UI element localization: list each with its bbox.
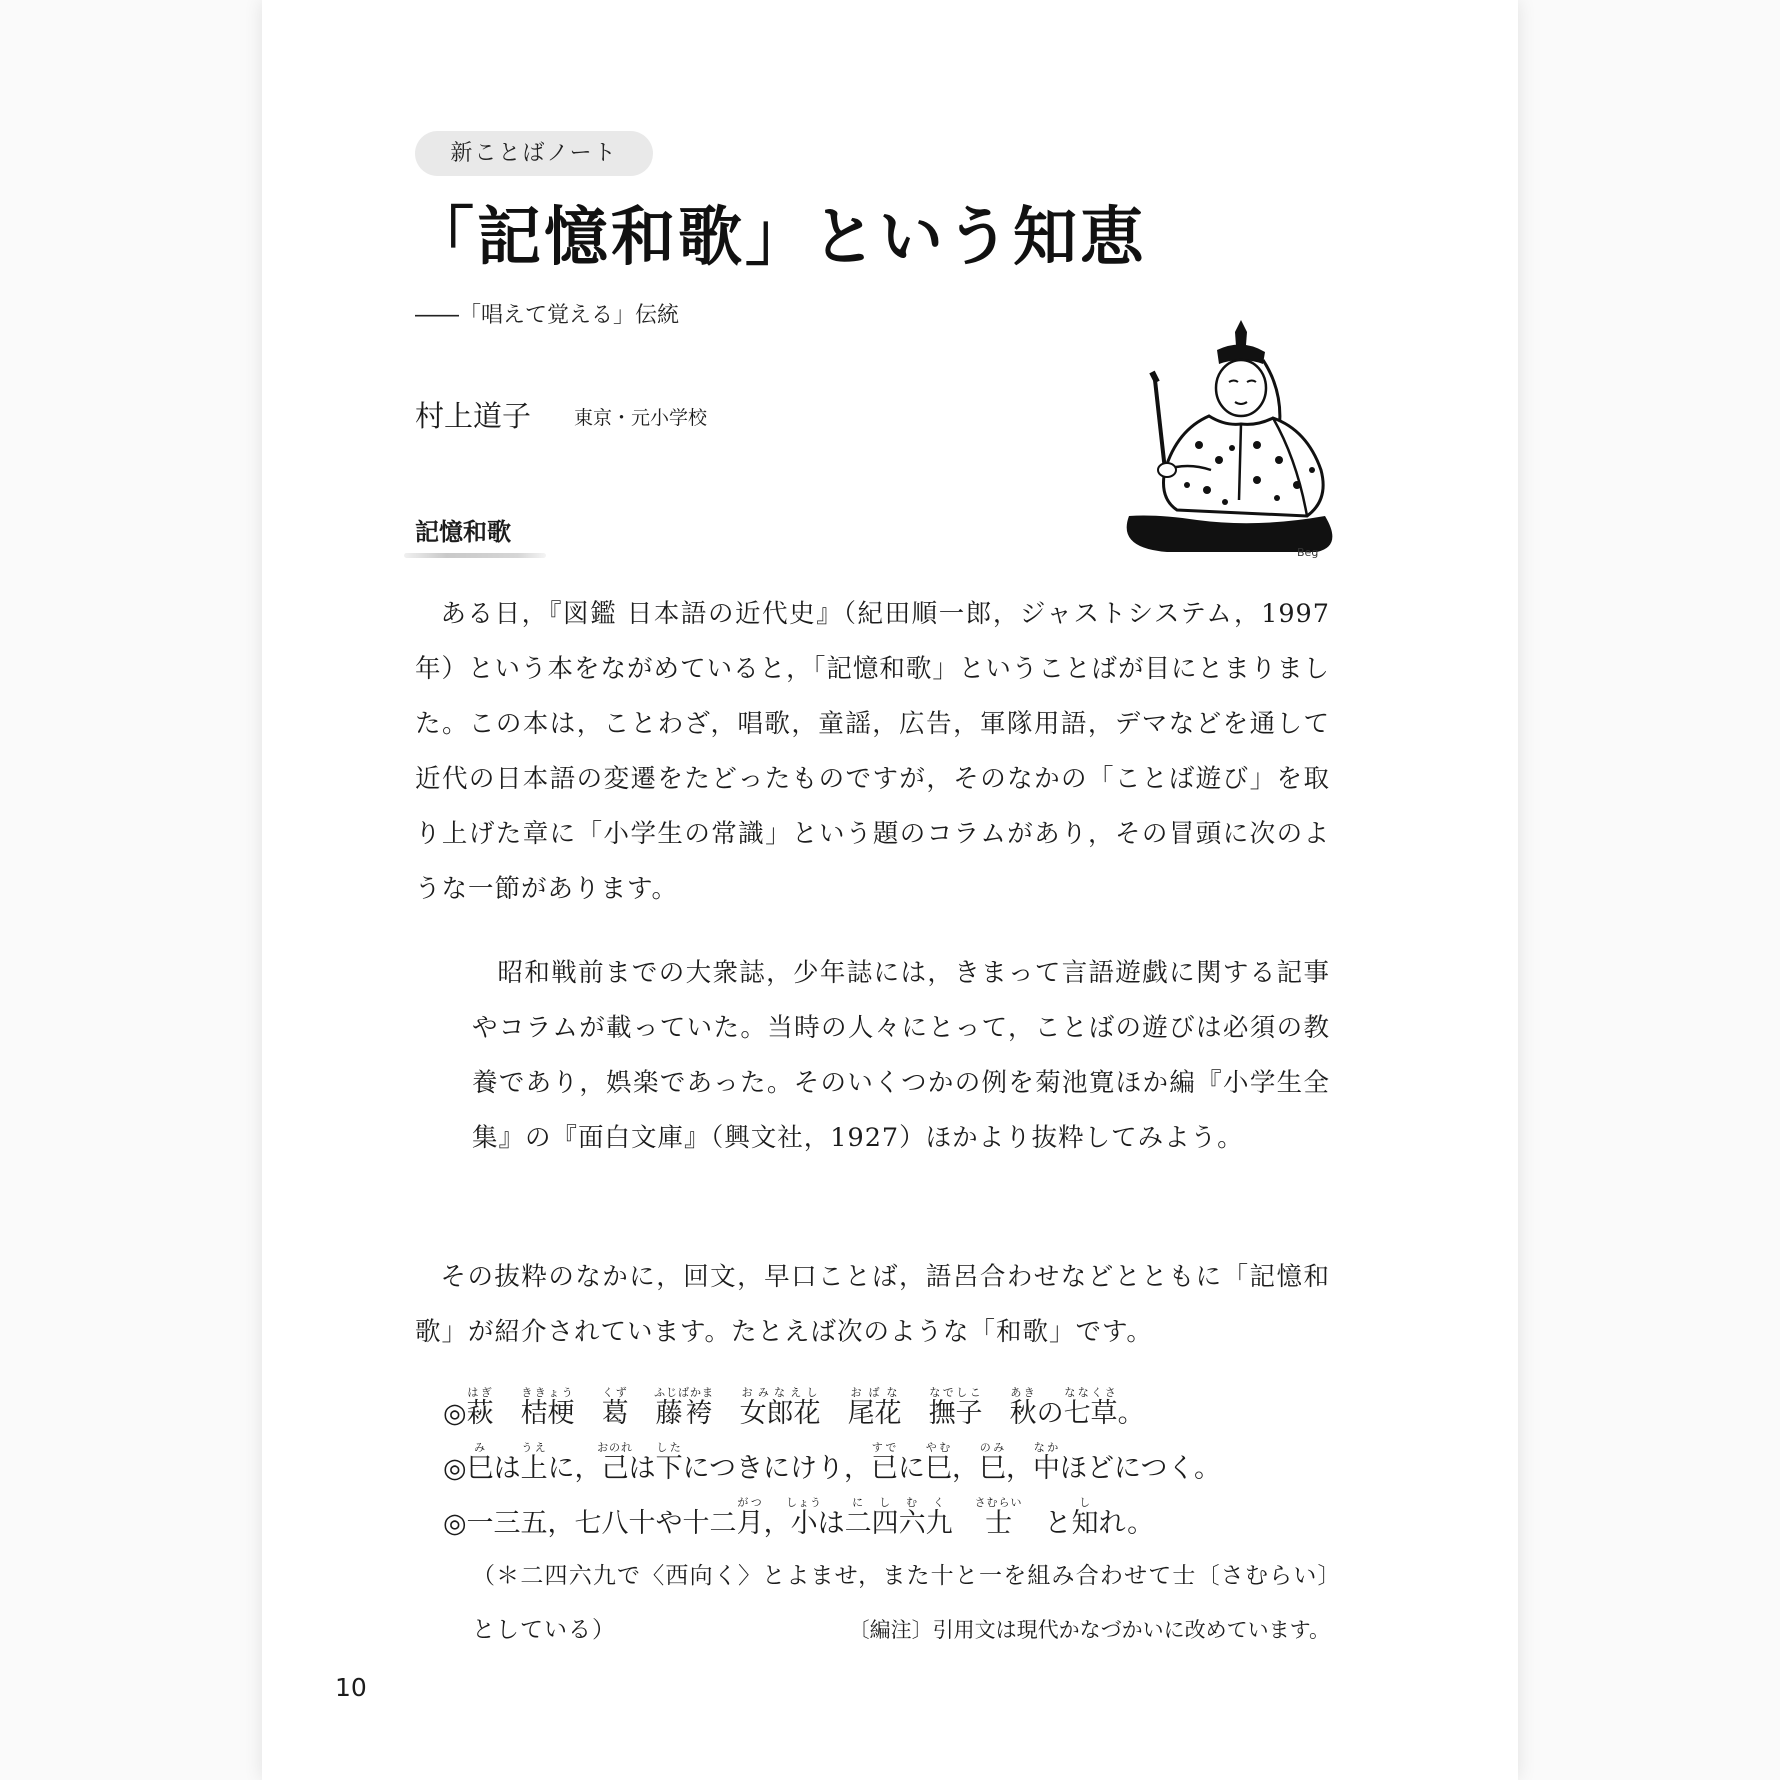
- poet-illustration: [1107, 320, 1357, 560]
- waka-text: [902, 1398, 929, 1429]
- furigana-reading: おのれ: [597, 1441, 634, 1454]
- furigana-reading: がつ: [736, 1496, 764, 1509]
- furigana-reading: さむらい: [974, 1496, 1023, 1509]
- furigana-reading: ふじばかま: [654, 1386, 715, 1399]
- furigana-word: 九く: [925, 1496, 953, 1539]
- waka-text: につきにけり，: [682, 1453, 872, 1484]
- waka-line-2: [443, 1441, 1221, 1489]
- author-affiliation: 東京・元小学校: [574, 407, 708, 429]
- section-underline: [404, 553, 546, 558]
- waka-text: [821, 1398, 848, 1429]
- waka-text: 。: [1117, 1398, 1145, 1429]
- waka-text: の: [1036, 1398, 1064, 1429]
- furigana-reading: あき: [1009, 1386, 1037, 1399]
- furigana-reading: し: [1071, 1496, 1099, 1509]
- waka-text: ほどにつく。: [1060, 1453, 1221, 1484]
- furigana-reading: やむ: [925, 1441, 953, 1454]
- waka-line-3: [443, 1496, 1154, 1544]
- article-title: 「記憶和歌」という知恵: [410, 200, 1147, 275]
- furigana-reading: はぎ: [466, 1386, 494, 1399]
- furigana-reading: に: [844, 1496, 872, 1509]
- book-page: [262, 0, 1518, 1780]
- waka-text: ，: [763, 1508, 791, 1539]
- furigana-reading: ななくさ: [1063, 1386, 1118, 1399]
- furigana-word: 士さむらい: [974, 1496, 1023, 1539]
- waka-line-1: [443, 1386, 1145, 1434]
- series-label: 新ことばノート: [415, 131, 653, 176]
- furigana-reading: み: [466, 1441, 494, 1454]
- waka-text: ◎: [443, 1453, 467, 1484]
- quoted-passage: 昭和戦前までの大衆誌，少年誌には，きまって言語遊戯に関する記事やコラムが載っていた。当時の人々にとって，ことばの遊びは必須の教養であり，娯楽であった。そのいくつかの例を菊池寛ほか編『小学生全集』の『面白文庫』（興文社，1927）ほかより抜粋してみよう。: [472, 958, 1330, 1153]
- illustration-signature: Beg: [1297, 546, 1319, 559]
- waka-text: は: [817, 1508, 845, 1539]
- furigana-reading: うえ: [520, 1441, 548, 1454]
- furigana-reading: しょう: [786, 1496, 823, 1509]
- furigana-reading: なでしこ: [928, 1386, 983, 1399]
- furigana-reading: すで: [871, 1441, 899, 1454]
- article-subtitle: ――「唱えて覚える」伝統: [415, 303, 680, 328]
- waka-text: [713, 1398, 740, 1429]
- waka-footnote: （＊二四六九で〈西向く〉とよませ，また十と一を組み合わせて士〔さむらい〕としている）: [472, 1563, 1330, 1643]
- page-number: 10: [335, 1673, 367, 1702]
- furigana-word: 己おのれ: [597, 1441, 634, 1484]
- furigana-word: 藤袴ふじばかま: [654, 1386, 715, 1429]
- furigana-word: 撫子なでしこ: [928, 1386, 983, 1429]
- furigana-reading: く: [925, 1496, 953, 1509]
- furigana-word: 巳のみ: [979, 1441, 1007, 1484]
- furigana-word: 尾花おばな: [847, 1386, 902, 1429]
- furigana-reading: む: [898, 1496, 926, 1509]
- furigana-word: 已すで: [871, 1441, 899, 1484]
- furigana-word: 二に: [844, 1496, 872, 1539]
- waka-text: と: [1017, 1508, 1072, 1539]
- waka-text: ，: [952, 1453, 980, 1484]
- furigana-word: 葛くず: [601, 1386, 629, 1429]
- furigana-word: 月がつ: [736, 1496, 764, 1539]
- waka-text: は: [628, 1453, 656, 1484]
- furigana-reading: なか: [1033, 1441, 1061, 1454]
- furigana-word: 巳み: [466, 1441, 494, 1484]
- waka-text: は: [493, 1453, 521, 1484]
- furigana-word: 七草ななくさ: [1063, 1386, 1118, 1429]
- editor-note: 〔編注〕引用文は現代かなづかいに改めています。: [848, 1618, 1330, 1642]
- furigana-word: 知し: [1071, 1496, 1099, 1539]
- furigana-word: 巳やむ: [925, 1441, 953, 1484]
- furigana-word: 下した: [655, 1441, 683, 1484]
- waka-text: ，: [1006, 1453, 1034, 1484]
- furigana-word: 四し: [871, 1496, 899, 1539]
- body-paragraph-1: ある日，『図鑑 日本語の近代史』（紀田順一郎，ジャストシステム，1997年）という本をながめていると，「記憶和歌」ということばが目にとまりました。この本は，ことわざ，唱歌，童謡，広告，軍隊用語，デマなどを通して近代の日本語の変遷をたどったものですが，そのなかの「ことば遊び」を取り上げた章に「小学生の常識」という題のコラムがあり，その冒頭に次のような一節があります。: [415, 599, 1330, 904]
- furigana-reading: のみ: [979, 1441, 1007, 1454]
- waka-text: [983, 1398, 1010, 1429]
- waka-text: ◎: [443, 1398, 467, 1429]
- furigana-reading: ききょう: [520, 1386, 575, 1399]
- waka-text: [629, 1398, 656, 1429]
- waka-text: [575, 1398, 602, 1429]
- furigana-word: 萩はぎ: [466, 1386, 494, 1429]
- furigana-word: 六む: [898, 1496, 926, 1539]
- author-name: 村上道子: [415, 399, 532, 433]
- section-heading: 記憶和歌: [415, 518, 511, 546]
- furigana-reading: し: [871, 1496, 899, 1509]
- furigana-word: 上うえ: [520, 1441, 548, 1484]
- waka-text: れ。: [1098, 1508, 1155, 1539]
- furigana-reading: おばな: [847, 1386, 902, 1399]
- furigana-word: 秋あき: [1009, 1386, 1037, 1429]
- waka-text: に，: [547, 1453, 602, 1484]
- furigana-reading: した: [655, 1441, 683, 1454]
- furigana-word: 小しょう: [786, 1496, 823, 1539]
- waka-text: [494, 1398, 521, 1429]
- furigana-reading: くず: [601, 1386, 629, 1399]
- waka-text: ◎一三五，七八十や十二: [443, 1508, 737, 1539]
- furigana-reading: おみなえし: [739, 1386, 821, 1399]
- waka-text: に: [898, 1453, 926, 1484]
- body-paragraph-2: その抜粋のなかに，回文，早口ことば，語呂合わせなどとともに「記憶和歌」が紹介されています。たとえば次のような「和歌」です。: [415, 1262, 1330, 1347]
- furigana-word: 桔梗ききょう: [520, 1386, 575, 1429]
- furigana-word: 女郎花おみなえし: [739, 1386, 821, 1429]
- furigana-word: 中なか: [1033, 1441, 1061, 1484]
